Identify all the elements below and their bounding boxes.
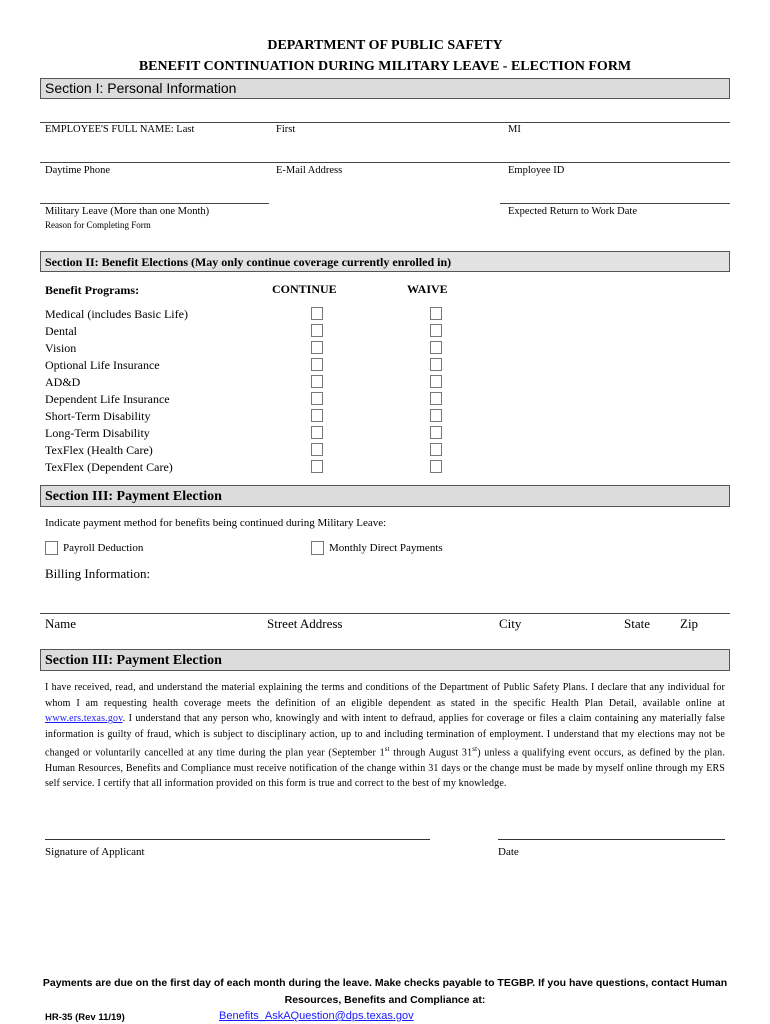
employee-id-label: Employee ID [508,165,565,176]
waive-short-term-checkbox[interactable] [430,409,442,422]
date-label: Date [498,846,519,858]
benefit-dependent-life: Dependent Life Insurance [45,392,170,406]
waive-medical-checkbox[interactable] [430,307,442,320]
certification-text-2: . I understand that any person who, knowingly and with intent to defraud, applies for coverage or files a claim containing any materially false information is guilty of fraud, which is subject to disciplinary action, up to and including termination of employment. I understand that my elections may not be changed or voluntarily cancelled at any time during the plan year (September 1 [45,713,725,759]
billing-city-label: City [499,616,522,631]
billing-info-label: Billing Information: [45,566,151,581]
waive-vision-checkbox[interactable] [430,341,442,354]
name-last-label: EMPLOYEE'S FULL NAME: Last [45,124,195,135]
waive-texflex-health-checkbox[interactable] [430,443,442,456]
ers-link[interactable]: www.ers.texas.gov [45,713,123,724]
section1-bar [40,78,730,99]
waive-dependent-life-checkbox[interactable] [430,392,442,405]
email-label: E-Mail Address [276,165,343,176]
certification-text-4: ) unless a qualifying event occurs, as defined by the plan. Human Resources, Benefits and Compliance must receive notification of the change within 31 days or the change must be made by myself online through my ERS self service. I certify that all information provided on this form is true and correct to the best of my knowledge. [45,747,725,790]
signature-label: Signature of Applicant [45,846,145,858]
form-number: HR-35 (Rev 11/19) [45,1012,125,1023]
signature-line [45,839,430,840]
continue-dependent-life-checkbox[interactable] [311,392,323,405]
reason-line [40,203,269,204]
billing-street-label: Street Address [267,616,343,631]
benefit-medical: Medical (includes Basic Life) [45,307,188,321]
continue-optional-life-checkbox[interactable] [311,358,323,371]
name-line [40,122,730,123]
billing-line [40,613,730,614]
section3-title: Section III: Payment Election [45,489,222,504]
monthly-direct-label: Monthly Direct Payments [329,542,443,554]
monthly-direct-checkbox[interactable] [311,541,324,555]
section4-title: Section III: Payment Election [45,653,222,668]
payment-instruction: Indicate payment method for benefits being continued during Military Leave: [45,517,387,529]
benefit-texflex-dependent: TexFlex (Dependent Care) [45,460,173,474]
military-leave-label: Military Leave (More than one Month) [45,206,210,217]
certification-text-3: through August 31 [389,747,473,759]
name-first-label: First [276,124,296,135]
return-date-line [500,203,730,204]
programs-header: Benefit Programs: [45,283,140,297]
department-title: DEPARTMENT OF PUBLIC SAFETY [267,38,503,53]
section3-bar [40,485,730,507]
footer-notice-line-2: Resources, Benefits and Compliance at: [284,994,486,1006]
continue-texflex-health-checkbox[interactable] [311,443,323,456]
waive-texflex-dependent-checkbox[interactable] [430,460,442,473]
billing-name-label: Name [45,616,77,631]
billing-state-label: State [624,616,650,631]
continue-dental-checkbox[interactable] [311,324,323,337]
footer-notice-line-1: Payments are due on the first day of each month during the leave. Make checks payable to TEGBP. If you have questions, contact Human [42,977,728,989]
payroll-deduction-checkbox[interactable] [45,541,58,555]
superscript-st-2: st [472,745,478,753]
expected-return-label: Expected Return to Work Date [508,206,638,217]
daytime-phone-label: Daytime Phone [45,165,111,176]
section1-title: Section I: Personal Information [45,80,237,96]
phone-line [40,162,730,163]
benefit-dental: Dental [45,324,77,338]
form-title: BENEFIT CONTINUATION DURING MILITARY LEAVE - ELECTION FORM [138,59,632,74]
waive-header: WAIVE [407,282,448,296]
section2-title: Section II: Benefit Elections (May only continue coverage currently enrolled in) [45,255,452,269]
continue-long-term-checkbox[interactable] [311,426,323,439]
name-mi-label: MI [508,124,521,135]
certification-paragraph [45,680,725,792]
benefit-optional-life: Optional Life Insurance [45,358,160,372]
superscript-st: st [384,745,390,753]
continue-medical-checkbox[interactable] [311,307,323,320]
payroll-deduction-label: Payroll Deduction [63,542,144,554]
billing-zip-label: Zip [680,616,699,631]
date-line [498,839,725,840]
section4-bar [40,649,730,671]
certification-text-1: I have received, read, and understand the material explaining the terms and conditions of the Department of Public Safety Plans. I declare that any individual for whom I am requesting health coverage meets the definition of an eligible dependent as stated in the specific Health Plan Detail, available online at [45,682,725,709]
footer-notice [40,975,730,1009]
waive-dental-checkbox[interactable] [430,324,442,337]
continue-texflex-dependent-checkbox[interactable] [311,460,323,473]
continue-header: CONTINUE [272,282,337,296]
benefit-vision: Vision [45,341,77,355]
continue-vision-checkbox[interactable] [311,341,323,354]
waive-long-term-checkbox[interactable] [430,426,442,439]
benefit-texflex-health: TexFlex (Health Care) [45,443,153,457]
waive-optional-life-checkbox[interactable] [430,358,442,371]
continue-short-term-checkbox[interactable] [311,409,323,422]
benefit-long-term: Long-Term Disability [45,426,150,440]
section2-bar [40,251,730,272]
benefit-add: AD&D [45,375,81,389]
continue-add-checkbox[interactable] [311,375,323,388]
waive-add-checkbox[interactable] [430,375,442,388]
benefit-short-term: Short-Term Disability [45,409,151,423]
benefits-email-link[interactable]: Benefits_AskAQuestion@dps.texas.gov [219,1010,414,1022]
reason-label: Reason for Completing Form [45,220,151,230]
